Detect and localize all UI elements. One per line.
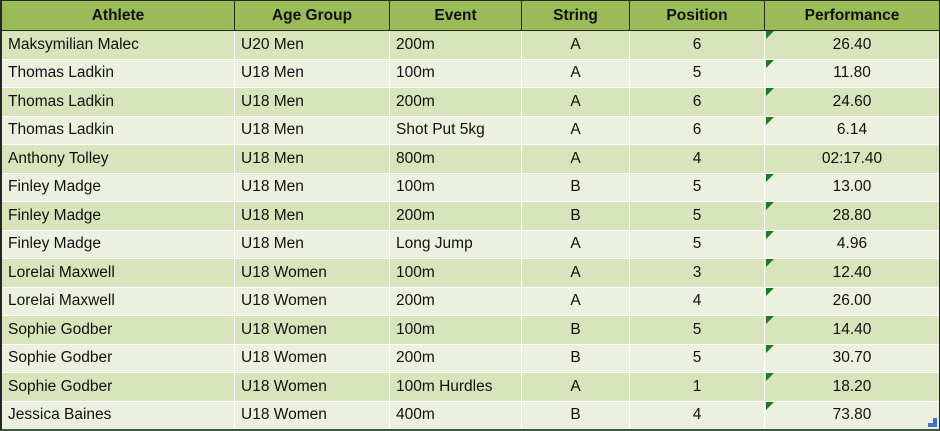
header-cell-position[interactable]: [630, 1, 765, 30]
event-value: 200m: [396, 92, 435, 110]
error-indicator-triangle-icon: [766, 231, 774, 239]
age-group-value: U18 Men: [241, 206, 304, 224]
cell-athlete[interactable]: [2, 117, 235, 145]
cell-event[interactable]: [390, 231, 522, 259]
table-row: [2, 258, 939, 287]
position-value: 5: [692, 235, 702, 253]
string-value: A: [570, 121, 581, 139]
error-indicator-triangle-icon: [766, 259, 774, 267]
cell-age-group[interactable]: [235, 345, 390, 373]
string-value: B: [570, 320, 581, 338]
cell-performance[interactable]: [765, 174, 939, 202]
position-value: 1: [692, 377, 702, 395]
athlete-value: Sophie Godber: [8, 320, 113, 338]
cell-athlete[interactable]: [2, 259, 235, 287]
age-group-value: U18 Men: [241, 121, 304, 139]
age-group-value: U18 Women: [241, 263, 327, 281]
string-value: A: [570, 263, 581, 281]
cell-position[interactable]: [630, 345, 765, 373]
performance-value: 28.80: [832, 206, 872, 224]
event-value: 100m: [396, 64, 435, 82]
cell-event[interactable]: [390, 88, 522, 116]
performance-value: 18.20: [832, 377, 872, 395]
cell-string[interactable]: [522, 259, 630, 287]
cell-position[interactable]: [630, 60, 765, 88]
cell-event[interactable]: [390, 259, 522, 287]
cell-age-group[interactable]: [235, 373, 390, 401]
error-indicator-triangle-icon: [766, 174, 774, 182]
event-value: 800m: [396, 149, 435, 167]
athlete-value: Lorelai Maxwell: [8, 292, 115, 310]
header-label-string: String: [553, 6, 598, 24]
cell-athlete[interactable]: [2, 88, 235, 116]
cell-athlete[interactable]: [2, 31, 235, 59]
cell-athlete[interactable]: [2, 145, 235, 173]
cell-athlete[interactable]: [2, 316, 235, 344]
athlete-value: Sophie Godber: [8, 377, 113, 395]
position-value: 4: [692, 149, 702, 167]
cell-age-group[interactable]: [235, 231, 390, 259]
age-group-value: U18 Men: [241, 92, 304, 110]
header-cell-athlete[interactable]: [2, 1, 235, 30]
athlete-value: Jessica Baines: [8, 406, 112, 424]
position-value: 4: [692, 406, 702, 424]
table-row: [2, 144, 939, 173]
position-value: 5: [692, 206, 702, 224]
string-value: A: [570, 35, 581, 53]
athlete-value: Thomas Ladkin: [8, 64, 114, 82]
string-value: B: [570, 206, 581, 224]
cell-athlete[interactable]: [2, 174, 235, 202]
age-group-value: U20 Men: [241, 35, 304, 53]
cell-performance[interactable]: [765, 402, 939, 430]
cell-athlete[interactable]: [2, 345, 235, 373]
athlete-value: Thomas Ladkin: [8, 121, 114, 139]
performance-value: 02:17.40: [821, 149, 883, 167]
table-row: [2, 201, 939, 230]
error-indicator-triangle-icon: [766, 202, 774, 210]
cell-athlete[interactable]: [2, 231, 235, 259]
cell-performance[interactable]: [765, 117, 939, 145]
performance-value: 11.80: [833, 64, 871, 82]
cell-performance[interactable]: [765, 145, 939, 173]
error-indicator-triangle-icon: [766, 31, 774, 39]
string-value: B: [570, 349, 581, 367]
cell-string[interactable]: [522, 231, 630, 259]
cell-position[interactable]: [630, 288, 765, 316]
event-value: 100m: [396, 320, 435, 338]
cell-athlete[interactable]: [2, 60, 235, 88]
cell-performance[interactable]: [765, 259, 939, 287]
cell-performance[interactable]: [765, 31, 939, 59]
table-row: [2, 230, 939, 259]
cell-string[interactable]: [522, 345, 630, 373]
cell-event[interactable]: [390, 402, 522, 430]
cell-string[interactable]: [522, 316, 630, 344]
event-value: 200m: [396, 349, 435, 367]
age-group-value: U18 Women: [241, 292, 327, 310]
cell-performance[interactable]: [765, 288, 939, 316]
header-label-age-group: Age Group: [271, 6, 353, 24]
header-cell-age-group[interactable]: [235, 1, 390, 30]
error-indicator-triangle-icon: [766, 373, 774, 381]
cell-performance[interactable]: [765, 345, 939, 373]
table-row: [2, 173, 939, 202]
event-value: 100m: [396, 263, 435, 281]
string-value: A: [570, 292, 581, 310]
error-indicator-triangle-icon: [766, 88, 774, 96]
performance-value: 12.40: [832, 263, 872, 281]
position-value: 5: [692, 64, 702, 82]
cell-age-group[interactable]: [235, 259, 390, 287]
performance-value: 13.00: [832, 178, 872, 196]
event-value: Long Jump: [396, 235, 473, 253]
cell-position[interactable]: [630, 31, 765, 59]
position-value: 5: [692, 178, 702, 196]
header-label-athlete: Athlete: [91, 6, 145, 24]
cell-age-group[interactable]: [235, 174, 390, 202]
cell-athlete[interactable]: [2, 402, 235, 430]
performance-value: 26.40: [832, 35, 872, 53]
cell-athlete[interactable]: [2, 288, 235, 316]
string-value: B: [570, 178, 581, 196]
cell-event[interactable]: [390, 345, 522, 373]
cell-position[interactable]: [630, 373, 765, 401]
cell-performance[interactable]: [765, 373, 939, 401]
event-value: 200m: [396, 292, 435, 310]
cell-position[interactable]: [630, 402, 765, 430]
performance-value: 6.14: [836, 121, 868, 139]
cell-athlete[interactable]: [2, 202, 235, 230]
error-indicator-triangle-icon: [766, 60, 774, 68]
cell-string[interactable]: [522, 31, 630, 59]
cell-performance[interactable]: [765, 202, 939, 230]
athlete-value: Thomas Ladkin: [8, 92, 114, 110]
event-value: Shot Put 5kg: [396, 121, 485, 139]
error-indicator-triangle-icon: [766, 288, 774, 296]
event-value: 100m: [396, 178, 435, 196]
cell-event[interactable]: [390, 145, 522, 173]
error-indicator-triangle-icon: [766, 117, 774, 125]
table-row: [2, 116, 939, 145]
table-row: [2, 401, 939, 430]
table-row: [2, 31, 939, 59]
string-value: A: [570, 64, 581, 82]
event-value: 100m Hurdles: [396, 377, 493, 395]
athlete-value: Finley Madge: [8, 206, 102, 224]
cell-age-group[interactable]: [235, 288, 390, 316]
cell-position[interactable]: [630, 259, 765, 287]
position-value: 5: [692, 349, 702, 367]
cell-age-group[interactable]: [235, 31, 390, 59]
table-row: [2, 344, 939, 373]
cell-performance[interactable]: [765, 316, 939, 344]
cell-string[interactable]: [522, 88, 630, 116]
header-cell-event[interactable]: [390, 1, 522, 30]
cell-age-group[interactable]: [235, 316, 390, 344]
cell-event[interactable]: [390, 373, 522, 401]
cell-age-group[interactable]: [235, 60, 390, 88]
table-row: [2, 59, 939, 88]
header-cell-performance[interactable]: [765, 1, 939, 30]
cell-age-group[interactable]: [235, 88, 390, 116]
age-group-value: U18 Men: [241, 64, 304, 82]
cell-athlete[interactable]: [2, 373, 235, 401]
cell-string[interactable]: [522, 174, 630, 202]
cell-string[interactable]: [522, 60, 630, 88]
age-group-value: U18 Women: [241, 377, 327, 395]
table-row: [2, 372, 939, 401]
cell-event[interactable]: [390, 117, 522, 145]
cell-event[interactable]: [390, 316, 522, 344]
cell-age-group[interactable]: [235, 145, 390, 173]
position-value: 6: [692, 92, 702, 110]
header-label-position: Position: [666, 6, 728, 24]
age-group-value: U18 Men: [241, 178, 304, 196]
cell-event[interactable]: [390, 60, 522, 88]
event-value: 200m: [396, 35, 435, 53]
cell-performance[interactable]: [765, 231, 939, 259]
string-value: A: [570, 377, 581, 395]
table-row: [2, 87, 939, 116]
position-value: 6: [692, 35, 702, 53]
cell-string[interactable]: [522, 402, 630, 430]
athlete-value: Lorelai Maxwell: [8, 263, 115, 281]
string-value: A: [570, 235, 581, 253]
error-indicator-triangle-icon: [766, 345, 774, 353]
cell-event[interactable]: [390, 31, 522, 59]
table-body: [2, 31, 939, 429]
cell-age-group[interactable]: [235, 117, 390, 145]
age-group-value: U18 Women: [241, 320, 327, 338]
cell-performance[interactable]: [765, 60, 939, 88]
age-group-value: U18 Men: [241, 235, 304, 253]
string-value: B: [570, 406, 581, 424]
error-indicator-triangle-icon: [766, 316, 774, 324]
cell-position[interactable]: [630, 145, 765, 173]
performance-value: 73.80: [832, 406, 872, 424]
event-value: 400m: [396, 406, 435, 424]
cell-position[interactable]: [630, 316, 765, 344]
header-label-performance: Performance: [804, 6, 900, 24]
error-indicator-triangle-icon: [766, 402, 774, 410]
table-header-row: [2, 1, 939, 31]
string-value: A: [570, 149, 581, 167]
cell-string[interactable]: [522, 145, 630, 173]
cell-string[interactable]: [522, 373, 630, 401]
cell-age-group[interactable]: [235, 202, 390, 230]
age-group-value: U18 Women: [241, 349, 327, 367]
performance-value: 24.60: [832, 92, 872, 110]
cell-position[interactable]: [630, 231, 765, 259]
cell-string[interactable]: [522, 288, 630, 316]
cell-event[interactable]: [390, 288, 522, 316]
age-group-value: U18 Men: [241, 149, 304, 167]
cell-position[interactable]: [630, 117, 765, 145]
cell-position[interactable]: [630, 174, 765, 202]
athlete-value: Maksymilian Malec: [8, 35, 139, 53]
athlete-value: Finley Madge: [8, 235, 102, 253]
cell-event[interactable]: [390, 174, 522, 202]
header-cell-string[interactable]: [522, 1, 630, 30]
cell-string[interactable]: [522, 117, 630, 145]
cell-position[interactable]: [630, 202, 765, 230]
position-value: 6: [692, 121, 702, 139]
header-label-event: Event: [434, 6, 477, 24]
performance-value: 4.96: [836, 235, 868, 253]
athlete-value: Anthony Tolley: [8, 149, 109, 167]
position-value: 5: [692, 320, 702, 338]
cell-event[interactable]: [390, 202, 522, 230]
table-row: [2, 315, 939, 344]
position-value: 3: [692, 263, 702, 281]
athlete-value: Sophie Godber: [8, 349, 113, 367]
table-row: [2, 287, 939, 316]
cell-age-group[interactable]: [235, 402, 390, 430]
cell-performance[interactable]: [765, 88, 939, 116]
event-value: 200m: [396, 206, 435, 224]
performance-value: 14.40: [832, 320, 872, 338]
performance-value: 30.70: [832, 349, 872, 367]
position-value: 4: [692, 292, 702, 310]
cell-string[interactable]: [522, 202, 630, 230]
athlete-value: Finley Madge: [8, 178, 102, 196]
cell-position[interactable]: [630, 88, 765, 116]
string-value: A: [570, 92, 581, 110]
performance-value: 26.00: [832, 292, 872, 310]
age-group-value: U18 Women: [241, 406, 327, 424]
